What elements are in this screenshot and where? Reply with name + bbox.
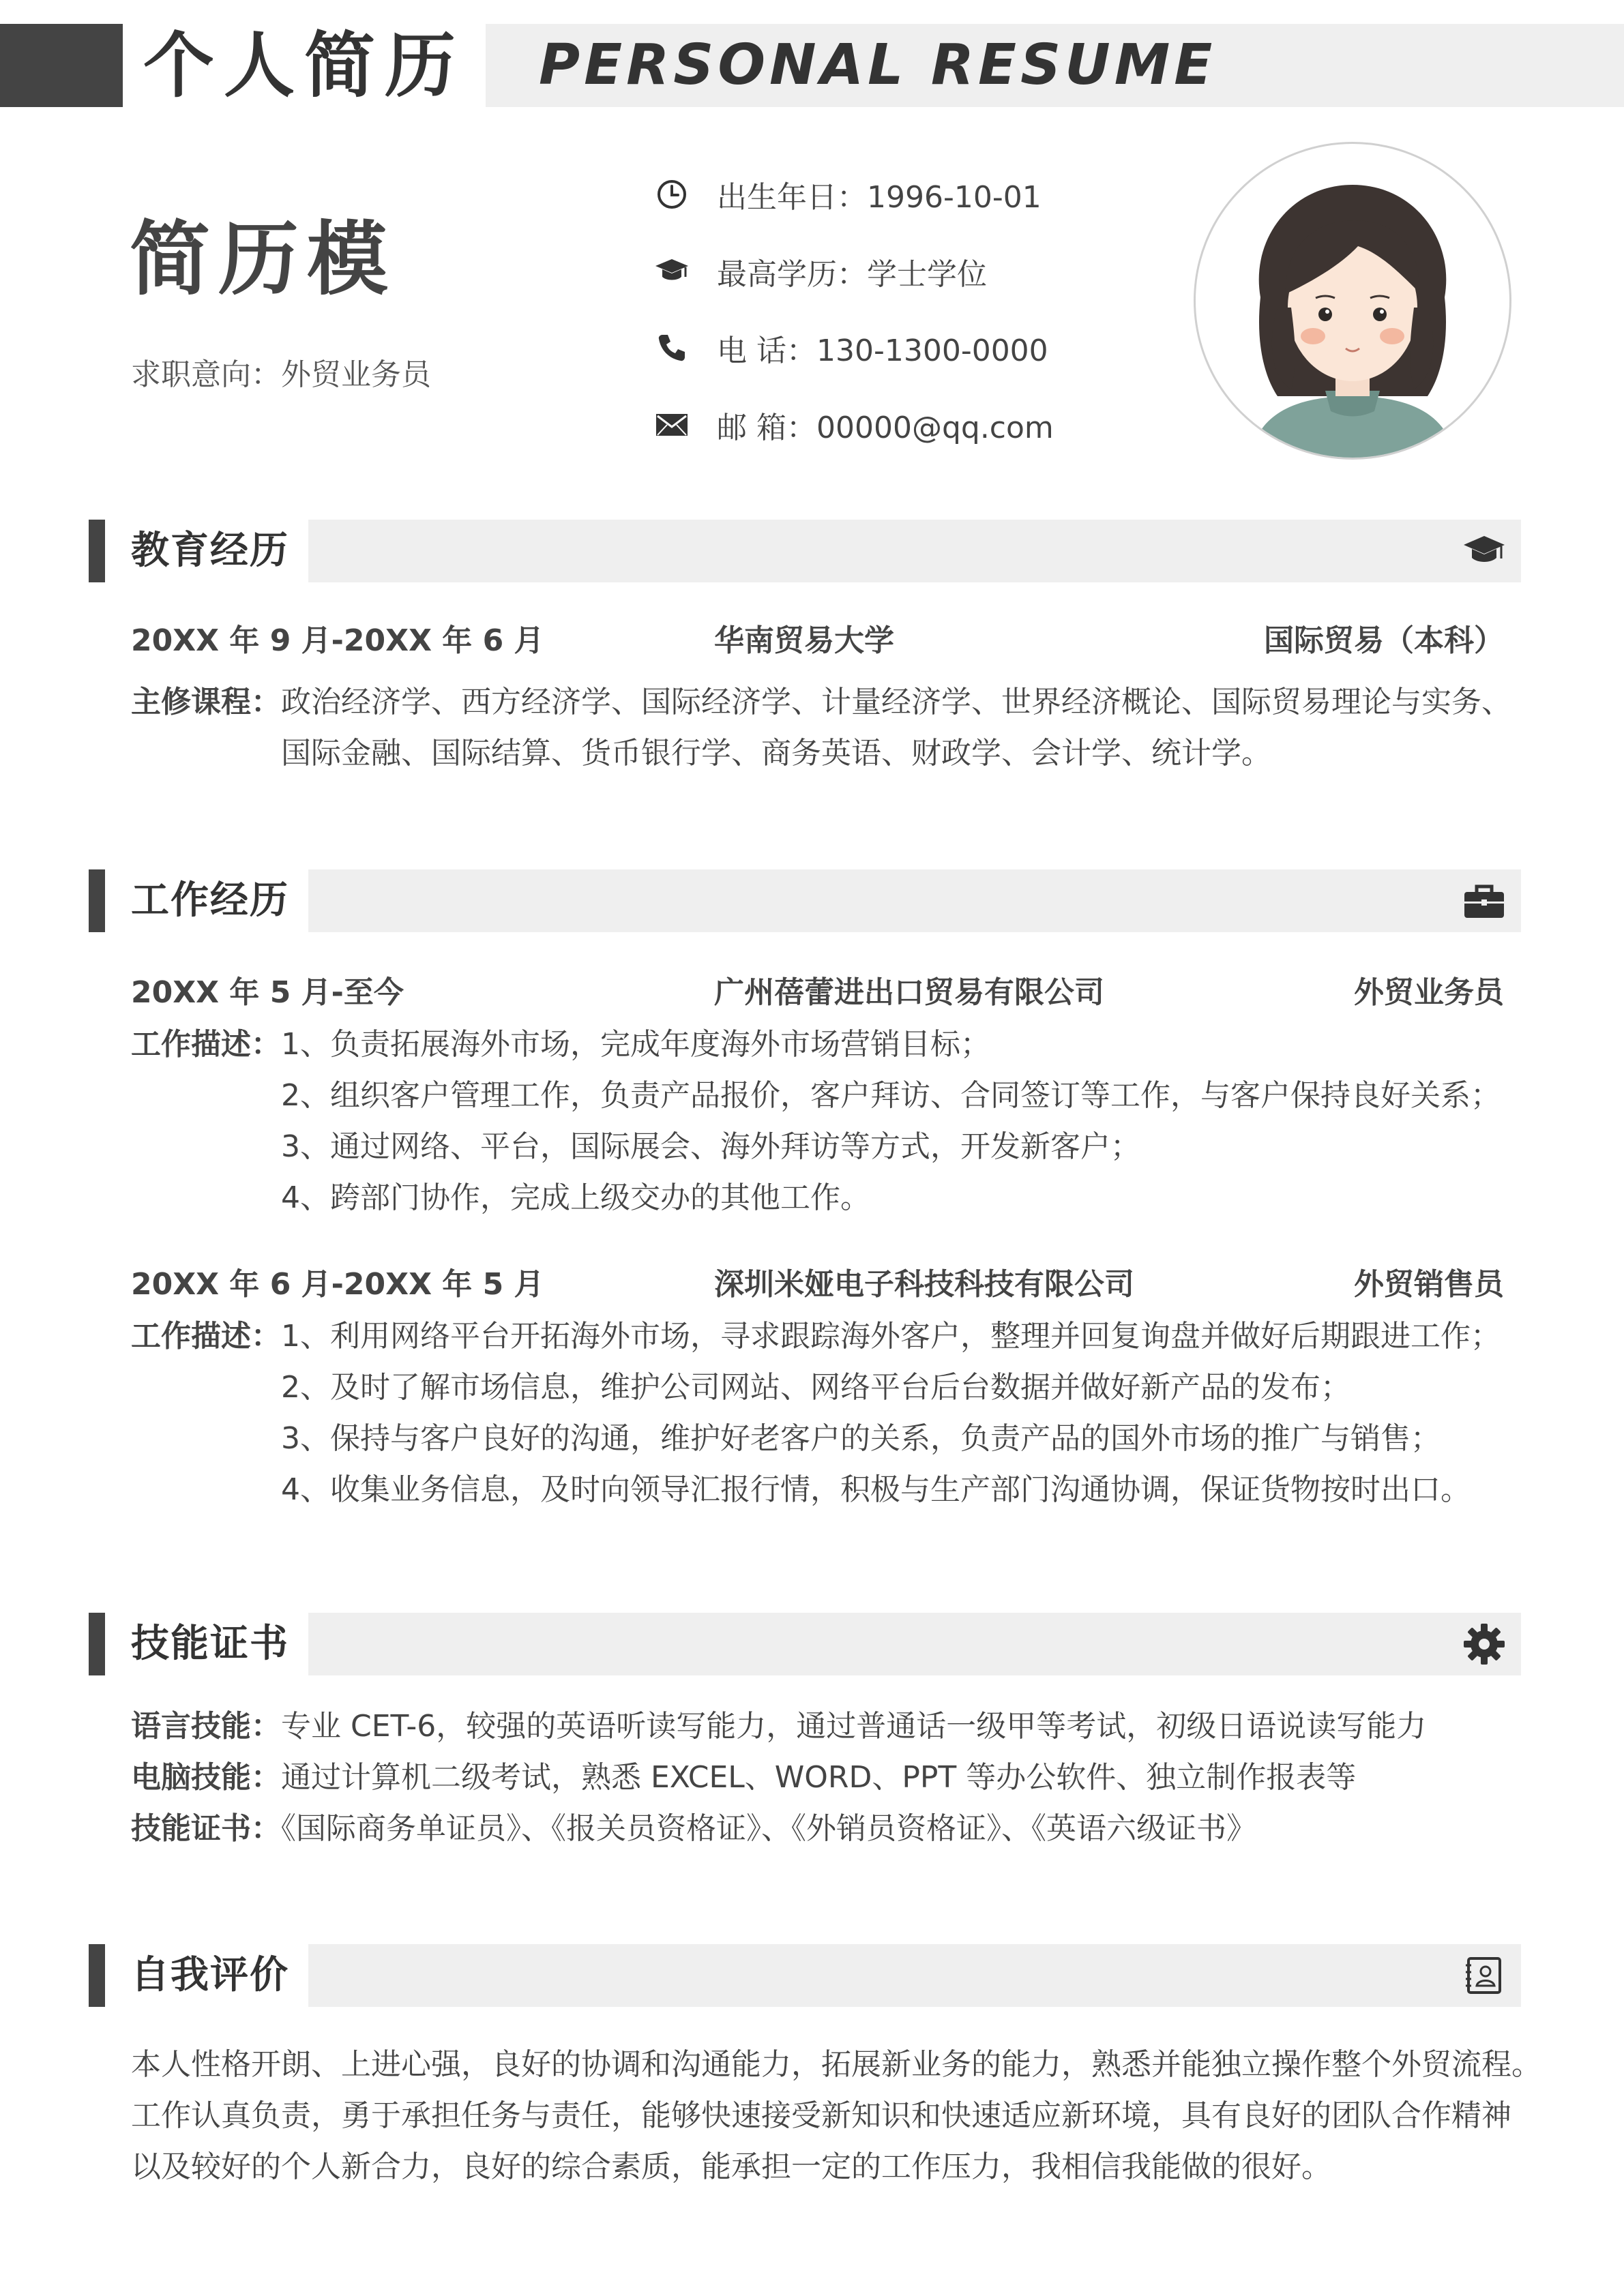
job-desc-line: 1、负责拓展海外市场，完成年度海外市场营销目标； xyxy=(281,1027,990,1062)
graduation-cap-icon xyxy=(651,251,692,292)
job-desc-line: 4、跨部门协作，完成上级交办的其他工作。 xyxy=(281,1180,870,1215)
mail-icon xyxy=(651,404,692,445)
job-desc-line: 3、通过网络、平台，国际展会、海外拜访等方式，开发新客户； xyxy=(281,1129,1140,1164)
section-work-header xyxy=(89,869,1521,932)
skill-item xyxy=(131,1803,1256,1854)
job-desc-line: 4、收集业务信息，及时向领导汇报行情，积极与生产部门沟通协调，保证货物按时出口。 xyxy=(281,1472,1471,1507)
section-title: 教育经历 xyxy=(131,528,289,573)
skill-label: 语言技能： xyxy=(131,1709,281,1744)
avatar xyxy=(1194,142,1511,460)
info-text: 电 话：130-1300-0000 xyxy=(717,333,1048,368)
courses-line: 政治经济学、西方经济学、国际经济学、计量经济学、世界经济概论、国际贸易理论与实务、 xyxy=(281,685,1511,719)
section-bar xyxy=(308,520,1521,582)
job-position: 外贸业务员 xyxy=(1354,975,1504,1010)
section-title: 技能证书 xyxy=(131,1622,289,1666)
job-desc-label: 工作描述： xyxy=(131,1319,281,1354)
skill-label: 电脑技能： xyxy=(131,1760,281,1795)
evaluation-line: 本人性格开朗、上进心强，良好的协调和沟通能力，拓展新业务的能力，熟悉并能独立操作整个外贸流程。 xyxy=(131,2047,1541,2082)
info-phone xyxy=(651,324,1048,372)
education-school: 华南贸易大学 xyxy=(714,623,894,658)
candidate-name: 简历模 xyxy=(130,212,396,306)
section-marker xyxy=(89,869,105,932)
phone-icon xyxy=(651,327,692,368)
section-bar xyxy=(308,1613,1521,1675)
graduation-cap-icon xyxy=(1462,529,1506,573)
id-card-icon xyxy=(1462,1954,1506,1997)
job-position: 外贸销售员 xyxy=(1354,1267,1504,1302)
section-bar xyxy=(308,1944,1521,2007)
section-marker xyxy=(89,1613,105,1675)
section-title: 工作经历 xyxy=(131,878,289,923)
job-objective: 求职意向：外贸业务员 xyxy=(131,357,431,392)
job-company: 广州蓓蕾进出口贸易有限公司 xyxy=(714,975,1104,1010)
section-title: 自我评价 xyxy=(131,1953,289,1997)
info-birthdate xyxy=(651,170,1042,218)
job-desc-line: 1、利用网络平台开拓海外市场，寻求跟踪海外客户，整理并回复询盘并做好后期跟进工作； xyxy=(281,1319,1501,1354)
job-row xyxy=(131,971,1504,1015)
section-skills-header xyxy=(89,1613,1521,1675)
title-cn: 个人简历 xyxy=(143,24,466,107)
briefcase-icon xyxy=(1462,879,1506,923)
job-desc-line: 2、及时了解市场信息，维护公司网站、网络平台后台数据并做好新产品的发布； xyxy=(281,1370,1350,1405)
job-period: 20XX 年 5 月-至今 xyxy=(131,975,404,1010)
skill-item xyxy=(131,1701,1426,1752)
job-row xyxy=(131,1263,1504,1307)
job-company: 深圳米娅电子科技科技有限公司 xyxy=(714,1267,1134,1302)
info-email xyxy=(651,401,1054,449)
skill-text: 专业 CET-6，较强的英语听读写能力，通过普通话一级甲等考试，初级日语说读写能力 xyxy=(281,1709,1427,1744)
courses-label: 主修课程： xyxy=(131,685,281,719)
info-text: 出生年日：1996-10-01 xyxy=(717,180,1042,215)
courses-line: 国际金融、国际结算、货币银行学、商务英语、财政学、会计学、统计学。 xyxy=(281,736,1271,771)
section-bar xyxy=(308,869,1521,932)
section-evaluation-header xyxy=(89,1944,1521,2007)
education-major: 国际贸易（本科） xyxy=(1264,623,1504,658)
skill-text: 《国际商务单证员》、《报关员资格证》、《外销员资格证》、《英语六级证书》 xyxy=(281,1811,1256,1846)
skill-text: 通过计算机二级考试，熟悉 EXCEL、WORD、PPT 等办公软件、独立制作报表等 xyxy=(281,1760,1357,1795)
job-period: 20XX 年 6 月-20XX 年 5 月 xyxy=(131,1267,544,1302)
info-text: 邮 箱：00000@qq.com xyxy=(717,411,1054,445)
education-row xyxy=(131,619,1504,663)
job-desc-line: 2、组织客户管理工作，负责产品报价，客户拜访、合同签订等工作，与客户保持良好关系； xyxy=(281,1078,1501,1113)
job-desc-label: 工作描述： xyxy=(131,1027,281,1062)
evaluation-line: 工作认真负责，勇于承担任务与责任，能够快速接受新知识和快速适应新环境，具有良好的团队合作精神 xyxy=(131,2098,1511,2133)
clock-icon xyxy=(651,174,692,215)
skill-item xyxy=(131,1752,1356,1803)
education-period: 20XX 年 9 月-20XX 年 6 月 xyxy=(131,623,544,658)
info-text: 最高学历：学士学位 xyxy=(717,257,987,292)
section-marker xyxy=(89,520,105,582)
gear-icon xyxy=(1462,1622,1506,1666)
evaluation-line: 以及较好的个人新合力，良好的综合素质，能承担一定的工作压力，我相信我能做的很好。 xyxy=(131,2149,1331,2184)
info-education xyxy=(651,248,987,295)
skill-label: 技能证书： xyxy=(131,1811,281,1846)
header-dark-block xyxy=(0,24,123,107)
title-en: PERSONAL RESUME xyxy=(539,33,1217,98)
job-desc-line: 3、保持与客户良好的沟通，维护好老客户的关系，负责产品的国外市场的推广与销售； xyxy=(281,1421,1441,1456)
section-education-header xyxy=(89,520,1521,582)
section-marker xyxy=(89,1944,105,2007)
